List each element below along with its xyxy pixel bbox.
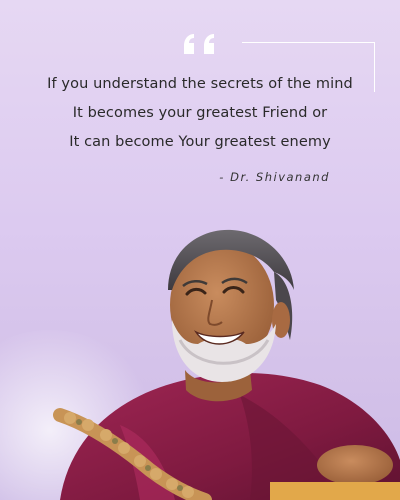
author-attribution: - Dr. Shivanand [219,170,330,184]
quote-line-1: If you understand the secrets of the mind [47,76,353,92]
quote-mark-icon [182,32,220,56]
quote-line-2: It becomes your greatest Friend or [72,105,328,121]
frame-line-top [242,42,375,43]
quote-line-3: It can become Your greatest enemy [69,134,331,150]
quote-text [20,72,380,159]
portrait-photo [0,220,400,500]
